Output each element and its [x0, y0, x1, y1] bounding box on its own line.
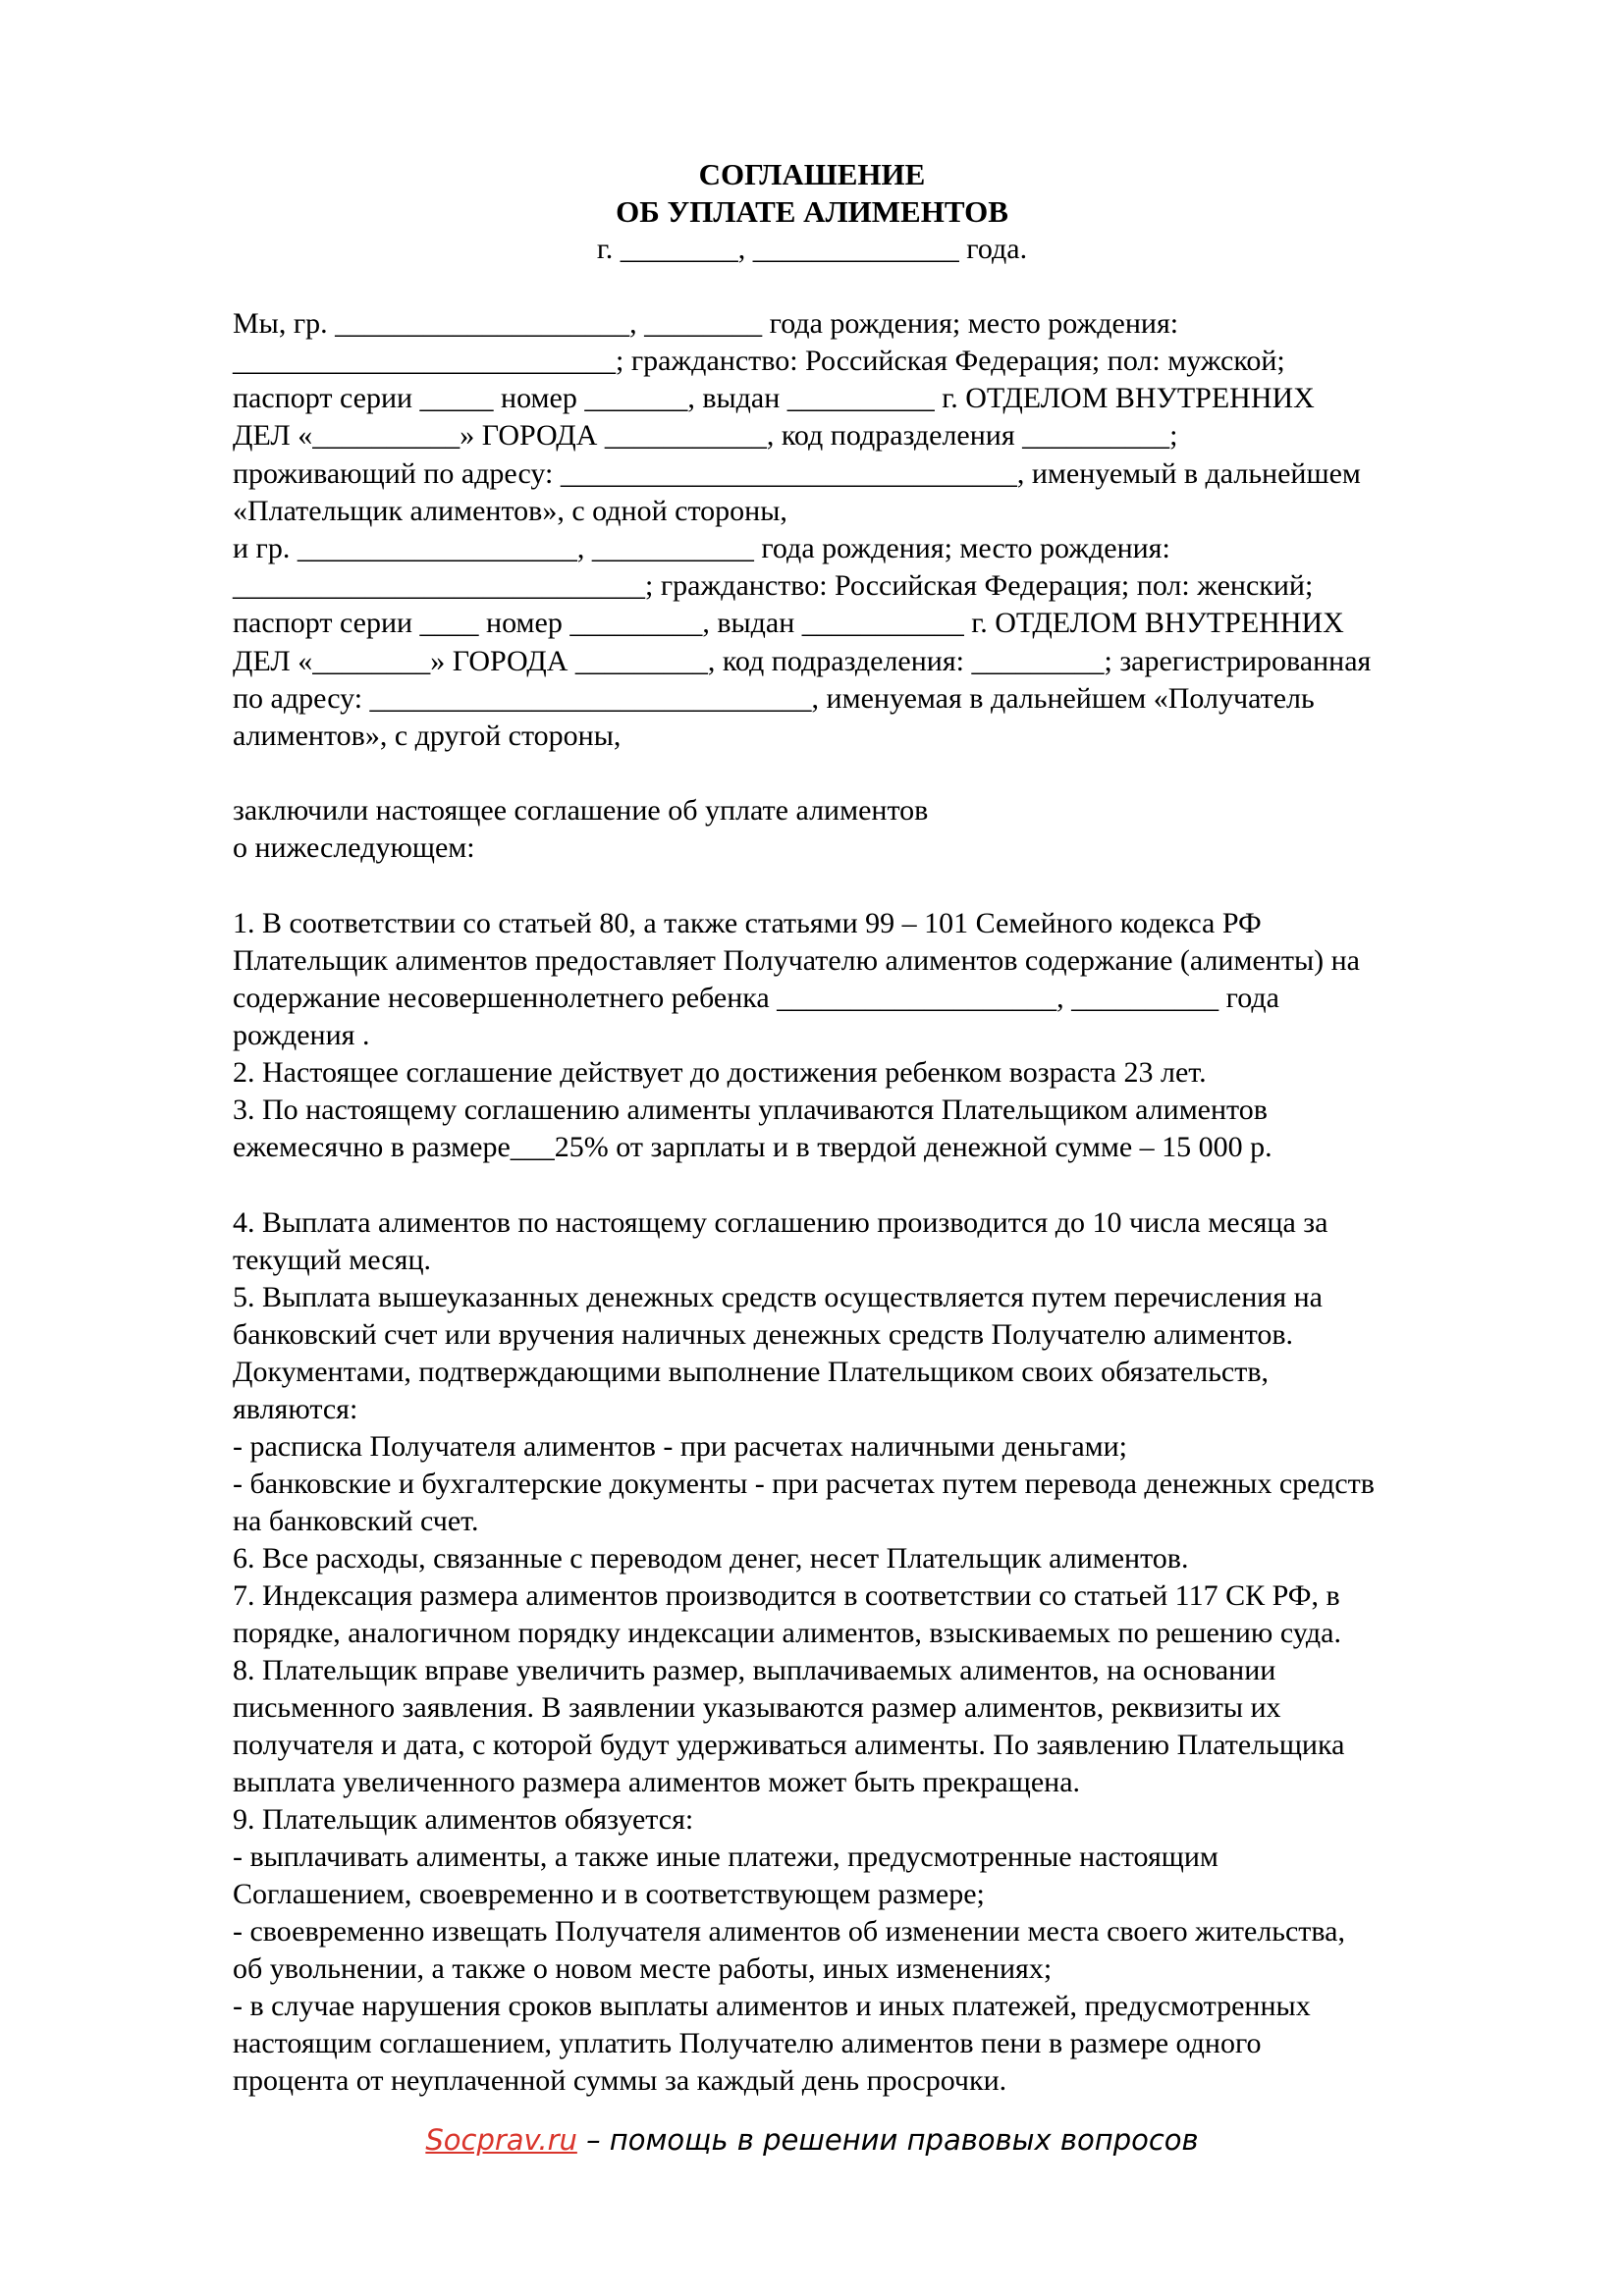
footer-site-link[interactable]: Socprav.ru [425, 2123, 577, 2157]
text-line: - выплачивать алименты, а также иные платежи, предусмотренные настоящим [233, 1841, 1218, 1873]
text-line: паспорт серии ____ номер _________, выдан ___________ г. ОТДЕЛОМ ВНУТРЕННИХ [233, 607, 1344, 639]
text-line: о нижеследующем: [233, 831, 475, 864]
text-line: Плательщик алиментов предоставляет Получателю алиментов содержание (алименты) на [233, 944, 1360, 977]
text-line: Соглашением, своевременно и в соответствующем размере; [233, 1878, 985, 1910]
text-line: и гр. ___________________, ___________ года рождения; место рождения: [233, 532, 1170, 564]
text-line: являются: [233, 1393, 358, 1425]
text-line: - своевременно извещать Получателя алиментов об изменении места своего жительства, [233, 1915, 1345, 1948]
document-title: СОГЛАШЕНИЕ [698, 157, 926, 191]
text-line: банковский счет или вручения наличных денежных средств Получателю алиментов. [233, 1318, 1294, 1351]
text-line: 9. Плательщик алиментов обязуется: [233, 1803, 694, 1836]
text-line: текущий месяц. [233, 1244, 432, 1276]
text-line: получателя и дата, с которой будут удерживаться алименты. По заявлению Плательщика [233, 1729, 1345, 1761]
text-line: ДЕЛ «__________» ГОРОДА ___________, код подразделения __________; [233, 419, 1178, 452]
text-line: - в случае нарушения сроков выплаты алиментов и иных платежей, предусмотренных [233, 1990, 1311, 2022]
page-footer [0, 2122, 1624, 2158]
text-line: ____________________________; гражданство: Российская Федерация; пол: женский; [233, 569, 1314, 602]
text-line: «Плательщик алиментов», с одной стороны, [233, 495, 787, 527]
text-line: 6. Все расходы, связанные с переводом денег, несет Плательщик алиментов. [233, 1542, 1189, 1575]
text-line: содержание несовершеннолетнего ребенка ___________________, __________ года [233, 982, 1279, 1014]
text-line: ДЕЛ «________» ГОРОДА _________, код подразделения: _________; зарегистрированная [233, 645, 1372, 677]
text-line: рождения . [233, 1019, 370, 1051]
text-line: выплата увеличенного размера алиментов может быть прекращена. [233, 1766, 1081, 1798]
text-line: порядке, аналогичном порядку индексации алиментов, взыскиваемых по решению суда. [233, 1617, 1341, 1649]
text-line: проживающий по адресу: _______________________________, именуемый в дальнейшем [233, 457, 1361, 490]
text-line: 2. Настоящее соглашение действует до достижения ребенком возраста 23 лет. [233, 1056, 1207, 1089]
text-line: ежемесячно в размере___25% от зарплаты и в твердой денежной сумме – 15 000 р. [233, 1131, 1272, 1163]
date-line: г. ________, ______________ года. [596, 233, 1028, 265]
text-line: алиментов», с другой стороны, [233, 720, 622, 752]
text-line: - банковские и бухгалтерские документы - при расчетах путем перевода денежных средств [233, 1468, 1375, 1500]
text-line: 5. Выплата вышеуказанных денежных средств осуществляется путем перечисления на [233, 1281, 1323, 1313]
text-line: на банковский счет. [233, 1505, 479, 1537]
text-line: 7. Индексация размера алиментов производится в соответствии со статьей 117 СК РФ, в [233, 1579, 1340, 1612]
text-line: заключили настоящее соглашение об уплате алиментов [233, 794, 929, 827]
text-line: паспорт серии _____ номер _______, выдан __________ г. ОТДЕЛОМ ВНУТРЕННИХ [233, 382, 1315, 414]
text-line: об увольнении, а также о новом месте работы, иных изменениях; [233, 1952, 1053, 1985]
document-subtitle: ОБ УПЛАТЕ АЛИМЕНТОВ [616, 194, 1008, 229]
text-line: 4. Выплата алиментов по настоящему соглашению производится до 10 числа месяца за [233, 1206, 1328, 1239]
text-line: Документами, подтверждающими выполнение Плательщиком своих обязательств, [233, 1356, 1270, 1388]
footer-tagline: – помощь в решении правовых вопросов [576, 2123, 1199, 2157]
text-line: процента от неуплаченной суммы за каждый день просрочки. [233, 2064, 1007, 2097]
text-line: настоящим соглашением, уплатить Получателю алиментов пени в размере одного [233, 2027, 1262, 2059]
text-line: - расписка Получателя алиментов - при расчетах наличными деньгами; [233, 1430, 1128, 1463]
text-line: письменного заявления. В заявлении указываются размер алиментов, реквизиты их [233, 1691, 1281, 1724]
text-line: по адресу: ______________________________, именуемая в дальнейшем «Получатель [233, 682, 1315, 715]
text-line: __________________________; гражданство: Российская Федерация; пол: мужской; [233, 345, 1285, 377]
text-line: 3. По настоящему соглашению алименты уплачиваются Плательщиком алиментов [233, 1094, 1268, 1126]
text-line: Мы, гр. ____________________, ________ года рождения; место рождения: [233, 307, 1179, 340]
text-line: 8. Плательщик вправе увеличить размер, выплачиваемых алиментов, на основании [233, 1654, 1276, 1686]
text-line: 1. В соответствии со статьей 80, а также статьями 99 – 101 Семейного кодекса РФ [233, 907, 1262, 939]
